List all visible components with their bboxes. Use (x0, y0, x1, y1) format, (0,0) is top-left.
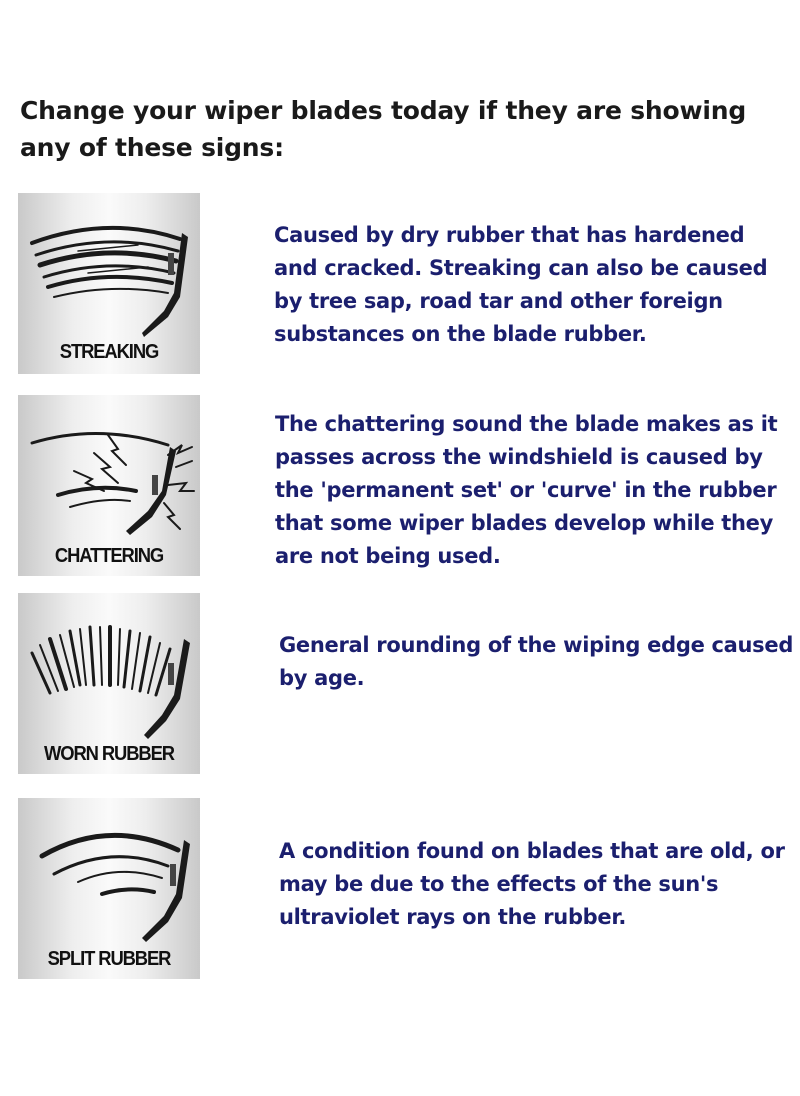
sign-tile-worn-rubber (18, 593, 200, 774)
sign-tile-split-rubber (18, 798, 200, 979)
sign-tile-chattering (18, 395, 200, 576)
sign-tile-streaking (18, 193, 200, 374)
sign-label: CHATTERING (54, 545, 164, 567)
sign-description: General rounding of the wiping edge caused by age. (279, 633, 794, 690)
sign-label: STREAKING (59, 341, 159, 363)
page-heading: Change your wiper blades today if they are showing any of these signs: (20, 96, 747, 162)
sign-label: SPLIT RUBBER (47, 948, 171, 970)
sign-description: A condition found on blades that are old, or may be due to the effects of the sun's ultraviolet rays on the rubber. (279, 839, 785, 929)
sign-description: The chattering sound the blade makes as it passes across the windshield is caused by the 'permanent set' or 'curve' in the rubber that some wiper blades develop while they are not being used. (275, 412, 778, 568)
sign-label: WORN RUBBER (44, 743, 174, 765)
sign-description: Caused by dry rubber that has hardened and cracked. Streaking can also be caused by tree sap, road tar and other foreign substances on the blade rubber. (274, 223, 768, 346)
